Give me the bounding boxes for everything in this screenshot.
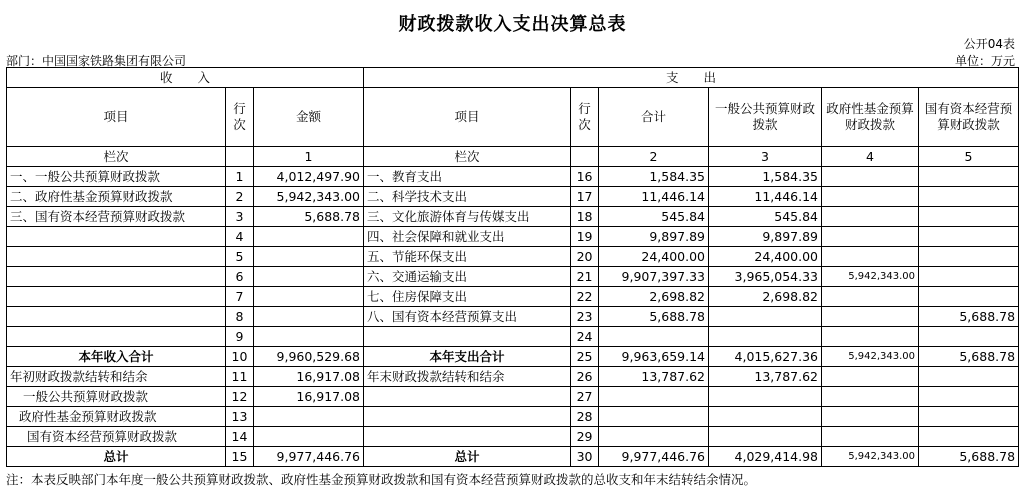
table-row — [7, 187, 1019, 207]
header-amount: 金额 — [254, 88, 364, 147]
income-line-no: 1 — [226, 167, 254, 187]
expense-general-budget — [709, 327, 822, 347]
expense-capital-budget — [919, 427, 1019, 447]
expense-total: 5,688.78 — [599, 307, 709, 327]
expense-line-no: 21 — [571, 267, 599, 287]
income-item: 本年收入合计 — [7, 347, 226, 367]
expense-general-budget: 4,015,627.36 — [709, 347, 822, 367]
table-row — [7, 207, 1019, 227]
expense-line-no: 27 — [571, 387, 599, 407]
expense-general-budget — [709, 427, 822, 447]
expense-total — [599, 387, 709, 407]
expense-line-no: 22 — [571, 287, 599, 307]
col-number-3: 3 — [709, 147, 822, 167]
expense-fund-budget — [822, 167, 919, 187]
expense-fund-budget: 5,942,343.00 — [822, 447, 919, 467]
income-line-no: 9 — [226, 327, 254, 347]
expense-total: 9,907,397.33 — [599, 267, 709, 287]
expense-line-no: 16 — [571, 167, 599, 187]
expense-total: 9,897.89 — [599, 227, 709, 247]
income-item: 总计 — [7, 447, 226, 467]
expense-total: 24,400.00 — [599, 247, 709, 267]
income-item — [7, 227, 226, 247]
footnote: 注：本表反映部门本年度一般公共预算财政拨款、政府性基金预算财政拨款和国有资本经营预算财政拨款的总收支和年末结转结余情况。 — [6, 472, 757, 487]
income-line-no: 7 — [226, 287, 254, 307]
expense-capital-budget: 5,688.78 — [919, 447, 1019, 467]
expense-line-no: 17 — [571, 187, 599, 207]
col-label-expense: 栏次 — [364, 147, 571, 167]
income-line-no: 14 — [226, 427, 254, 447]
table-row — [7, 347, 1019, 367]
expense-item — [364, 407, 571, 427]
expense-capital-budget: 5,688.78 — [919, 307, 1019, 327]
expense-item: 年末财政拨款结转和结余 — [364, 367, 571, 387]
income-line-no: 12 — [226, 387, 254, 407]
expense-line-no: 29 — [571, 427, 599, 447]
expense-general-budget: 1,584.35 — [709, 167, 822, 187]
expense-item: 一、教育支出 — [364, 167, 571, 187]
table-row — [7, 447, 1019, 467]
expense-total — [599, 427, 709, 447]
income-amount: 16,917.08 — [254, 367, 364, 387]
unit-label: 单位：万元 — [954, 54, 1015, 68]
table-row — [7, 227, 1019, 247]
col-number-5: 5 — [919, 147, 1019, 167]
income-line-no: 3 — [226, 207, 254, 227]
header-general-budget: 一般公共预算财政拨款 — [709, 88, 822, 147]
department-label: 部门：中国国家铁路集团有限公司 — [6, 54, 187, 68]
header-line: 行次 — [226, 88, 254, 147]
expense-capital-budget — [919, 247, 1019, 267]
expense-general-budget: 4,029,414.98 — [709, 447, 822, 467]
income-line-no: 8 — [226, 307, 254, 327]
income-amount: 16,917.08 — [254, 387, 364, 407]
expense-total: 545.84 — [599, 207, 709, 227]
expense-general-budget: 13,787.62 — [709, 367, 822, 387]
expense-item: 本年支出合计 — [364, 347, 571, 367]
page-title: 财政拨款收入支出决算总表 — [398, 14, 627, 35]
table-row — [7, 367, 1019, 387]
expense-general-budget: 9,897.89 — [709, 227, 822, 247]
expense-fund-budget — [822, 327, 919, 347]
income-line-no: 11 — [226, 367, 254, 387]
expense-fund-budget — [822, 207, 919, 227]
expense-fund-budget: 5,942,343.00 — [822, 347, 919, 367]
income-item: 年初财政拨款结转和结余 — [7, 367, 226, 387]
expense-total: 1,584.35 — [599, 167, 709, 187]
income-line-no: 10 — [226, 347, 254, 367]
table-row — [7, 287, 1019, 307]
column-number-row — [7, 147, 1019, 167]
income-line-no: 4 — [226, 227, 254, 247]
expense-capital-budget: 5,688.78 — [919, 347, 1019, 367]
expense-item — [364, 327, 571, 347]
col-number-2: 2 — [599, 147, 709, 167]
expense-line-no: 19 — [571, 227, 599, 247]
expense-line-no: 30 — [571, 447, 599, 467]
expense-general-budget — [709, 407, 822, 427]
expense-item — [364, 387, 571, 407]
income-item: 国有资本经营预算财政拨款 — [7, 427, 226, 447]
expense-total: 2,698.82 — [599, 287, 709, 307]
column-header-row — [7, 88, 1019, 147]
expense-fund-budget — [822, 387, 919, 407]
income-line-no: 15 — [226, 447, 254, 467]
expense-total: 9,977,446.76 — [599, 447, 709, 467]
form-number: 公开04表 — [963, 37, 1015, 51]
col-number-4: 4 — [822, 147, 919, 167]
table-row — [7, 247, 1019, 267]
expense-item: 二、科学技术支出 — [364, 187, 571, 207]
expense-item: 七、住房保障支出 — [364, 287, 571, 307]
income-amount — [254, 427, 364, 447]
expense-item: 八、国有资本经营预算支出 — [364, 307, 571, 327]
expense-general-budget — [709, 307, 822, 327]
income-amount — [254, 407, 364, 427]
expense-total: 11,446.14 — [599, 187, 709, 207]
expense-capital-budget — [919, 287, 1019, 307]
income-section-header: 收 入 — [7, 68, 364, 88]
income-amount: 4,012,497.90 — [254, 167, 364, 187]
expense-capital-budget — [919, 387, 1019, 407]
expense-general-budget: 545.84 — [709, 207, 822, 227]
expense-item: 五、节能环保支出 — [364, 247, 571, 267]
table-row — [7, 327, 1019, 347]
expense-item: 三、文化旅游体育与传媒支出 — [364, 207, 571, 227]
income-item: 三、国有资本经营预算财政拨款 — [7, 207, 226, 227]
expense-line-no: 26 — [571, 367, 599, 387]
income-line-no: 6 — [226, 267, 254, 287]
expense-total: 13,787.62 — [599, 367, 709, 387]
expense-line-no: 18 — [571, 207, 599, 227]
expense-total — [599, 327, 709, 347]
expense-item: 六、交通运输支出 — [364, 267, 571, 287]
expense-capital-budget — [919, 327, 1019, 347]
expense-capital-budget — [919, 407, 1019, 427]
income-line-no: 5 — [226, 247, 254, 267]
table-row — [7, 307, 1019, 327]
income-amount: 5,688.78 — [254, 207, 364, 227]
expense-general-budget: 24,400.00 — [709, 247, 822, 267]
header-item-expense: 项目 — [364, 88, 571, 147]
expense-item: 四、社会保障和就业支出 — [364, 227, 571, 247]
table-row — [7, 407, 1019, 427]
income-item — [7, 327, 226, 347]
expense-line-no: 23 — [571, 307, 599, 327]
expense-general-budget: 3,965,054.33 — [709, 267, 822, 287]
income-item — [7, 307, 226, 327]
expense-capital-budget — [919, 227, 1019, 247]
header-item: 项目 — [7, 88, 226, 147]
expense-fund-budget — [822, 247, 919, 267]
income-amount: 9,960,529.68 — [254, 347, 364, 367]
income-item: 一、一般公共预算财政拨款 — [7, 167, 226, 187]
header-line-expense: 行次 — [571, 88, 599, 147]
income-amount — [254, 267, 364, 287]
income-item: 政府性基金预算财政拨款 — [7, 407, 226, 427]
empty-cell — [226, 147, 254, 167]
expense-section-header: 支 出 — [364, 68, 1019, 88]
income-amount: 5,942,343.00 — [254, 187, 364, 207]
expense-fund-budget: 5,942,343.00 — [822, 267, 919, 287]
income-amount — [254, 227, 364, 247]
expense-line-no: 24 — [571, 327, 599, 347]
header-capital-budget: 国有资本经营预算财政拨款 — [919, 88, 1019, 147]
income-item — [7, 267, 226, 287]
header-total: 合计 — [599, 88, 709, 147]
income-amount: 9,977,446.76 — [254, 447, 364, 467]
income-line-no: 13 — [226, 407, 254, 427]
expense-total: 9,963,659.14 — [599, 347, 709, 367]
table-row — [7, 427, 1019, 447]
expense-fund-budget — [822, 287, 919, 307]
expense-capital-budget — [919, 367, 1019, 387]
income-item — [7, 287, 226, 307]
income-amount — [254, 327, 364, 347]
final-accounts-table — [6, 67, 1019, 467]
expense-line-no: 28 — [571, 407, 599, 427]
expense-capital-budget — [919, 207, 1019, 227]
income-item — [7, 247, 226, 267]
header-fund-budget: 政府性基金预算财政拨款 — [822, 88, 919, 147]
expense-fund-budget — [822, 367, 919, 387]
expense-general-budget: 2,698.82 — [709, 287, 822, 307]
expense-item: 总计 — [364, 447, 571, 467]
expense-line-no: 20 — [571, 247, 599, 267]
expense-item — [364, 427, 571, 447]
expense-fund-budget — [822, 187, 919, 207]
expense-capital-budget — [919, 187, 1019, 207]
income-item: 二、政府性基金预算财政拨款 — [7, 187, 226, 207]
income-amount — [254, 287, 364, 307]
expense-fund-budget — [822, 227, 919, 247]
section-header-row — [7, 68, 1019, 88]
income-item: 一般公共预算财政拨款 — [7, 387, 226, 407]
expense-capital-budget — [919, 267, 1019, 287]
table-row — [7, 387, 1019, 407]
income-amount — [254, 307, 364, 327]
expense-fund-budget — [822, 407, 919, 427]
expense-capital-budget — [919, 167, 1019, 187]
expense-general-budget — [709, 387, 822, 407]
expense-total — [599, 407, 709, 427]
income-line-no: 2 — [226, 187, 254, 207]
expense-general-budget: 11,446.14 — [709, 187, 822, 207]
income-amount — [254, 247, 364, 267]
expense-fund-budget — [822, 307, 919, 327]
expense-line-no: 25 — [571, 347, 599, 367]
table-row — [7, 167, 1019, 187]
expense-fund-budget — [822, 427, 919, 447]
col-number-1: 1 — [254, 147, 364, 167]
table-row — [7, 267, 1019, 287]
empty-cell — [571, 147, 599, 167]
col-label: 栏次 — [7, 147, 226, 167]
